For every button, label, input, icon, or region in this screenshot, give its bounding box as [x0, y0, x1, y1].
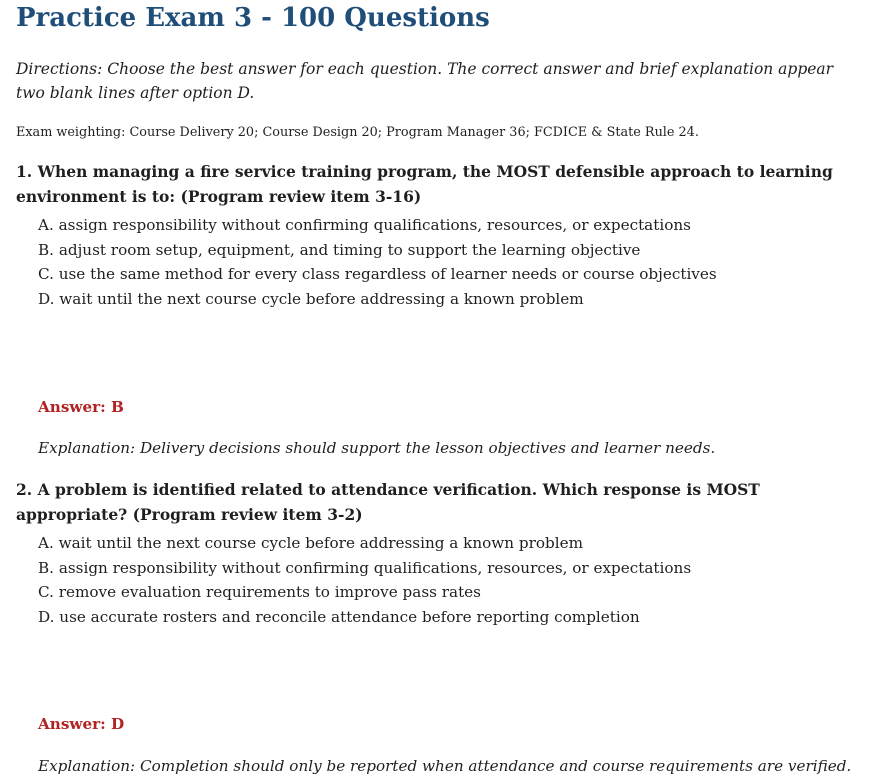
question-2-answer: Answer: D	[38, 715, 125, 733]
question-2-explanation: Explanation: Completion should only be reported when attendance and course requirements are verified.	[38, 757, 852, 775]
page-title: Practice Exam 3 - 100 Questions	[16, 3, 490, 33]
question-1-option-d: D. wait until the next course cycle before addressing a known problem	[38, 290, 584, 309]
question-1-option-b: B. adjust room setup, equipment, and timing to support the learning objective	[38, 240, 641, 259]
question-2-stem: 2. A problem is identified related to attendance verification. Which response is MOST appropriate? (Program review item 3-2)	[16, 480, 760, 524]
question-2-option-b: B. assign responsibility without confirming qualifications, resources, or expectations	[38, 558, 692, 577]
directions-text: Directions: Choose the best answer for each question. The correct answer and brief explanation appear two blank lines after option D.	[16, 60, 834, 102]
question-2-option-a: A. wait until the next course cycle before addressing a known problem	[38, 534, 583, 552]
question-1-answer: Answer: B	[38, 398, 124, 416]
question-1-stem: 1. When managing a fire service training program, the MOST defensible approach to learning environment is to: (Program review item 3-16)	[16, 162, 833, 206]
question-1-options	[38, 213, 717, 312]
question-2-option-d: D. use accurate rosters and reconcile attendance before reporting completion	[38, 608, 640, 627]
question-1-option-a: A. assign responsibility without confirming qualifications, resources, or expectations	[38, 216, 691, 234]
exam-weighting-text: Exam weighting: Course Delivery 20; Course Design 20; Program Manager 36; FCDICE & State Rule 24.	[16, 125, 699, 140]
question-1-option-c: C. use the same method for every class regardless of learner needs or course objectives	[38, 265, 717, 284]
question-1-explanation: Explanation: Delivery decisions should support the lesson objectives and learner needs.	[38, 439, 716, 457]
question-2-option-c: C. remove evaluation requirements to improve pass rates	[38, 583, 481, 602]
question-2-options	[38, 531, 691, 630]
